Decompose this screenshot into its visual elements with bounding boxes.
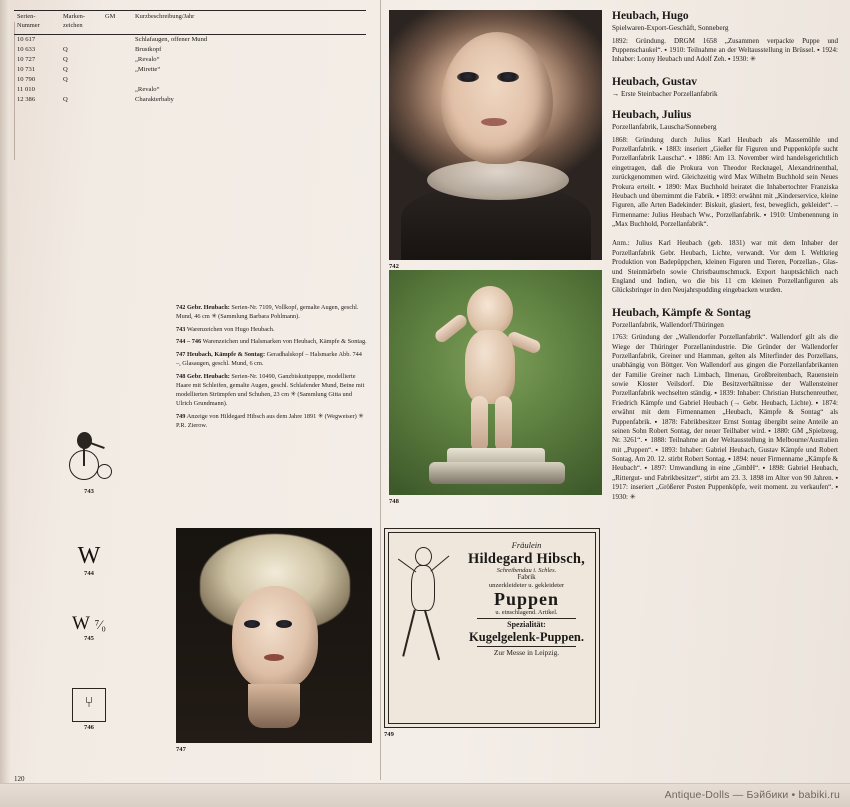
trademark-743-bicycle-rider — [62, 430, 116, 495]
trademark-caption-744: 744 — [84, 570, 94, 577]
serien-table — [14, 10, 366, 106]
photo-748-base — [429, 462, 565, 484]
trademark-caption-746: 746 — [84, 724, 94, 731]
advert-figure-arm-right — [430, 555, 449, 571]
caption-747 — [176, 350, 368, 368]
cell-markenzeichen: Q — [63, 56, 68, 64]
advert-figure-arm-left — [398, 559, 417, 573]
advert-figure-leg-left — [402, 610, 415, 657]
entry-heubach-hugo — [612, 10, 838, 65]
caption-742-text: Serien-Nr. 7109, Vollkopf, gemalte Augen, geschl. Mund, 46 cm ✳ (Sammlung Barbara Pohlmann). — [176, 304, 359, 321]
cell-serien-nummer: 11 010 — [17, 86, 35, 94]
entry-title-heubach-julius: Heubach, Julius — [612, 109, 692, 122]
caption-748-text: Serien-Nr. 10490, Ganzbiskuitpuppe, modellierte Haare mit Schleifen, gemalte Augen, geschl. Schlafender Mund, Beine mit modellierten Strümpfen und Schuhen, 23 cm ✳ (Sammlung Gitta und Ulrich Grundmann). — [176, 372, 365, 408]
trademark-caption-743: 743 — [84, 488, 94, 495]
cell-markenzeichen: Q — [63, 45, 68, 53]
cell-kurzbeschreibung — [132, 76, 366, 86]
cell-serien-nummer: 10 731 — [17, 66, 36, 74]
advert-doll-figure-drawing — [395, 547, 457, 687]
photo-caption-748: 748 — [389, 498, 399, 505]
table-row — [14, 86, 366, 96]
photo-742-bisque-head-boy — [389, 10, 602, 260]
mark-744-glyph: W — [77, 543, 101, 569]
trademark-caption-745: 745 — [84, 635, 94, 642]
col-header-gm: GM — [102, 11, 132, 35]
cell-kurzbeschreibung: Charakterbaby — [135, 96, 174, 104]
advert-divider — [477, 618, 576, 619]
caption-749 — [176, 412, 368, 430]
advert-line-artikel: u. einschlagend. Artikel. — [495, 609, 558, 617]
column-divider — [380, 0, 381, 780]
caption-747-number: 747 — [176, 351, 186, 358]
photo-747-doll-head-blond-wig — [176, 528, 372, 743]
advert-figure-leg-right — [424, 610, 440, 660]
page-spine — [0, 0, 10, 807]
cell-gm — [102, 35, 132, 46]
caption-744-746 — [176, 337, 368, 346]
mark-745-glyph: W ⁷∕₀ — [72, 613, 106, 634]
photo-747-eye-left — [244, 620, 260, 628]
table-row — [14, 96, 366, 106]
cell-kurzbeschreibung: Brustkopf — [135, 45, 162, 53]
page-number: 120 — [14, 775, 25, 783]
photo-747-neck — [248, 684, 300, 728]
entry-body-heubach-kaempfe-sontag: 1763: Gründung der „Wallendorfer Porzellanfabrik“. Wallendorf gilt als die Wiege der Thüringer Porzellanindustrie. Die Gründer der Wallendorfer Porzellanfabrik, Greiner und Hamman, gelten als Miterfinder des Porzellans, unabhängig von Böttger. Von Wallendorf aus gingen die Porzellanfabrikanten der Familie Greiner nach Limbach, Ilmenau, Großbreitenbach, Rauenstein sowie Kloster Veilsdorf. Die Besitzverhältnisse der Wallensteiner Porzellanfabrik wechselten ständig. ▪ 1839: Inhaber: Christian Hutschenreuther, Friedrich Kämpfe und Gabriel Heubach (→ Gebr. Heubach, Lichte). ▪ 1874: erwähnt mit dem Firmennamen „Heubach, Kämpfe & Sontag“ als Puppenfabrik. ▪ 1878: Fabrikbesitzer Ernst Sontag übergibt seine Anteile an seinen Sohn Robert Sontag, der neuer Teilhaber wird. ▪ 1880: GM „Spielzeug, Nr. 3261“. ▪ 1888: Teilnahme an der Weltausstellung in Melbourne/Australien mit „Puppen“. ▪ 1893: Inhaber: Gabriel Heubach, Gustav Kämpfe und Robert Sontag. Am 20. 12. stirbt Robert Sontag. ▪ 1894: neuer Firmenname „Kämpfe & Heubach“. ▪ 1897: Umwandlung in eine „GmbH“. ▪ 1898: Gabriel Heubach, „Rittergut- und Fabrikbesitzer“, stirbt am 23. 3. 1898 im Alter von 90 Jahren. ▪ 1917: inseriert „Größerer Posten Puppenköpfe, weit moment. zu verkaufen“. ▪ 1930: ✳ — [612, 333, 838, 501]
caption-744-746-text: Warenzeichen und Halsmarken von Heubach, Kämpfe & Sontag. — [202, 338, 367, 346]
table-header-row — [14, 11, 366, 35]
caption-742 — [176, 303, 368, 321]
caption-749-text: Anzeige von Hildegard Hibsch aus dem Jahre 1891 ✳ (Wegweiser) ✳ P.R. Zierow. — [176, 412, 364, 429]
caption-748-maker: Gebr. Heubach: — [187, 372, 230, 380]
caption-742-maker: Gebr. Heubach: — [187, 304, 230, 311]
caption-743-text: Warenzeichen von Hugo Heubach. — [186, 325, 275, 333]
col-header-markenzeichen: Marken-zeichen — [60, 11, 102, 35]
advert-line-messe: Zur Messe in Leipzig. — [493, 648, 560, 658]
entry-title-heubach-hugo: Heubach, Hugo — [612, 10, 689, 22]
advert-divider-2 — [477, 646, 576, 647]
photo-caption-749: 749 — [384, 731, 394, 738]
table-row — [14, 45, 366, 55]
cell-kurzbeschreibung: „Revalo“ — [135, 56, 160, 64]
cell-markenzeichen: Q — [63, 96, 68, 104]
trademark-744-w-mark — [62, 544, 116, 577]
photo-742-mouth — [481, 118, 507, 126]
advert-inner-border — [388, 532, 596, 724]
caption-743-number: 743 — [176, 325, 186, 333]
entry-subtitle-heubach-gustav: → Erste Steinbacher Porzellanfabrik — [612, 89, 718, 98]
advert-line-spezialitaet: Spezialität: — [507, 620, 546, 630]
advertisement-749-hildegard-hibsch — [384, 528, 600, 728]
photo-742-collar — [427, 160, 569, 200]
entry-subtitle-heubach-julius: Porzellanfabrik, Lauscha/Sonneberg — [612, 123, 717, 132]
photo-748-leg-right — [495, 396, 512, 452]
right-text-column — [612, 10, 838, 512]
col-header-serien-nummer: Serien-Nummer — [14, 11, 60, 35]
col-header-kurzbeschreibung: Kurzbeschreibung/Jahr — [132, 11, 366, 35]
advert-line-puppen: Puppen — [493, 589, 560, 610]
cell-kurzbeschreibung: „Mirette“ — [135, 66, 161, 74]
entry-note-heubach-julius: Anm.: Julius Karl Heubach (geb. 1831) war mit dem Inhaber der Porzellanfabrik Gebr. Heubach, Lichte, verwandt. Vor dem I. Weltkrieg Produktion von Badepüppchen, kleinen Figuren und Tieren, Porzellan-, Glas- und Steinmärbeln sowie Christbaumschmuck. Export hauptsächlich nach England und Indien, wo die bis 11 cm kleinen Porzellanfiguren als Glücksbringer in den Neujahrspudding eingebacken wurden. — [612, 239, 838, 295]
photo-742-eye-right — [497, 72, 519, 82]
photo-747-face — [232, 586, 318, 690]
bicycle-rider-body — [77, 432, 92, 449]
cell-markenzeichen — [60, 86, 102, 96]
caption-744-746-number: 744 – 746 — [176, 338, 202, 346]
photo-747-eye-right — [276, 620, 292, 628]
photo-748-head — [467, 286, 513, 336]
cell-serien-nummer: 10 617 — [17, 35, 36, 43]
entry-title-heubach-kaempfe-sontag: Heubach, Kämpfe & Sontag — [612, 306, 751, 319]
table-row — [14, 55, 366, 65]
cell-serien-nummer: 10 633 — [17, 45, 36, 53]
bicycle-wheel-small — [97, 464, 112, 479]
table-row — [14, 76, 366, 86]
cell-markenzeichen: Q — [63, 66, 68, 74]
bicycle-frame — [83, 446, 85, 466]
caption-743 — [176, 325, 368, 334]
entry-subtitle-heubach-hugo: Spielwaren-Export-Geschäft, Sonneberg — [612, 23, 729, 32]
advert-line-location: Schreibendau i. Schles. — [496, 566, 557, 574]
cell-kurzbeschreibung: „Revalo“ — [135, 86, 160, 94]
photo-742-face — [441, 32, 553, 164]
bicycle-icon — [63, 430, 115, 484]
advert-line-kugelgelenk: Kugelgelenk-Puppen. — [469, 630, 584, 645]
cell-gm — [102, 55, 132, 65]
photo-caption-742: 742 — [389, 263, 399, 270]
photo-742-eye-left — [457, 72, 479, 82]
photo-748-arm-left — [433, 312, 469, 344]
cell-gm — [102, 45, 132, 55]
advert-line-name: Hildegard Hibsch, — [468, 550, 585, 567]
entry-body-heubach-hugo: 1892: Gründung. DRGM 1658 „Zusammen verpackte Puppe und Puppenschaukel“. ▪ 1910: Teilnahme an der Weltausstellung in Brüssel. ▪ 1924: Inhaber: Lonny Heubach und Adolf Zeh. ▪ 1930: ✳ — [612, 36, 838, 64]
mark-746-glyph: ⑂ — [84, 695, 94, 711]
mark-746-box — [72, 688, 106, 722]
entry-heubach-julius — [612, 109, 838, 296]
cell-serien-nummer: 10 727 — [17, 56, 36, 64]
figure-caption-block — [176, 303, 368, 434]
cell-gm — [102, 86, 132, 96]
cell-gm — [102, 76, 132, 86]
advert-line-goods: unzerkleideter u. gekleideter — [488, 581, 565, 589]
advert-text-block — [463, 541, 590, 658]
entry-heubach-gustav — [612, 76, 838, 99]
caption-748 — [176, 372, 368, 409]
cell-gm — [102, 66, 132, 76]
cell-gm — [102, 96, 132, 106]
photo-748-torso — [465, 330, 515, 404]
cell-serien-nummer: 10 790 — [17, 76, 36, 84]
photo-747-mouth — [264, 654, 284, 661]
trademark-743-drawing — [62, 430, 116, 486]
cell-markenzeichen — [60, 35, 102, 46]
entry-body-heubach-julius: 1868: Gründung durch Julius Karl Heubach als Massemühle und Porzellanfabrik. ▪ 1883: inseriert „Gießer für Figuren und Puppenköpfe sucht Porzellanfabrik Lauscha“. ▪ 1886: Am 13. November wird handelsgerichtlich eingetragen, daß die Prokura von Theodor Recknagel, Alexandrinenthal, zurückgenommen wird. Gleichzeitig wird Max Wilhelm Buchhold sein Neues Prokura erteilt. ▪ 1890: Max Buchhold heiratet die Inhabertochter Franziska Heubach und übernimmt die Fabrik. ▪ 1893: erwähnt mit „Kinderservice, kleine Figuren, alle Arten Badekinder: Biskuit, glasiert, fest, beweglich, gekleidet“. – Firmenname: Julius Heubach Ww., Porzellanfabrik. ▪ 1910: Umbenennung in „Max Buchhold, Porzellanfabrik“. — [612, 135, 838, 229]
entry-subtitle-heubach-kaempfe-sontag: Porzellanfabrik, Wallendorf/Thüringen — [612, 320, 724, 329]
trademark-746-boxed-mark — [58, 688, 120, 731]
cell-kurzbeschreibung: Schlafaugen, offener Mund — [135, 35, 208, 43]
caption-747-text: Geradhalskopf – Halsmarke Abb. 744 –, Glasaugen, geschl. Mund, 6 cm. — [176, 351, 362, 368]
trademark-745-w-slash-mark — [62, 614, 116, 642]
entry-heubach-kaempfe-sontag — [612, 307, 838, 502]
photo-748-all-bisque-doll — [389, 270, 602, 495]
cell-markenzeichen: Q — [63, 76, 68, 84]
caption-742-number: 742 — [176, 304, 186, 311]
advert-line-fabrik: Fabrik — [517, 572, 536, 581]
cell-serien-nummer: 12 386 — [17, 96, 36, 104]
photo-748-leg-left — [471, 396, 488, 452]
table-row — [14, 66, 366, 76]
advert-line-fraulein: Fräulein — [511, 540, 542, 550]
watermark-text: Antique-Dolls — Бэйбики • babiki.ru — [664, 789, 840, 801]
caption-747-maker: Heubach, Kämpfe & Sontag: — [187, 351, 266, 358]
advert-figure-head — [415, 547, 432, 566]
entry-title-heubach-gustav: Heubach, Gustav — [612, 75, 697, 88]
table-row — [14, 35, 366, 46]
photo-caption-747: 747 — [176, 746, 186, 753]
caption-748-number: 748 — [176, 372, 186, 380]
caption-749-number: 749 — [176, 412, 186, 420]
